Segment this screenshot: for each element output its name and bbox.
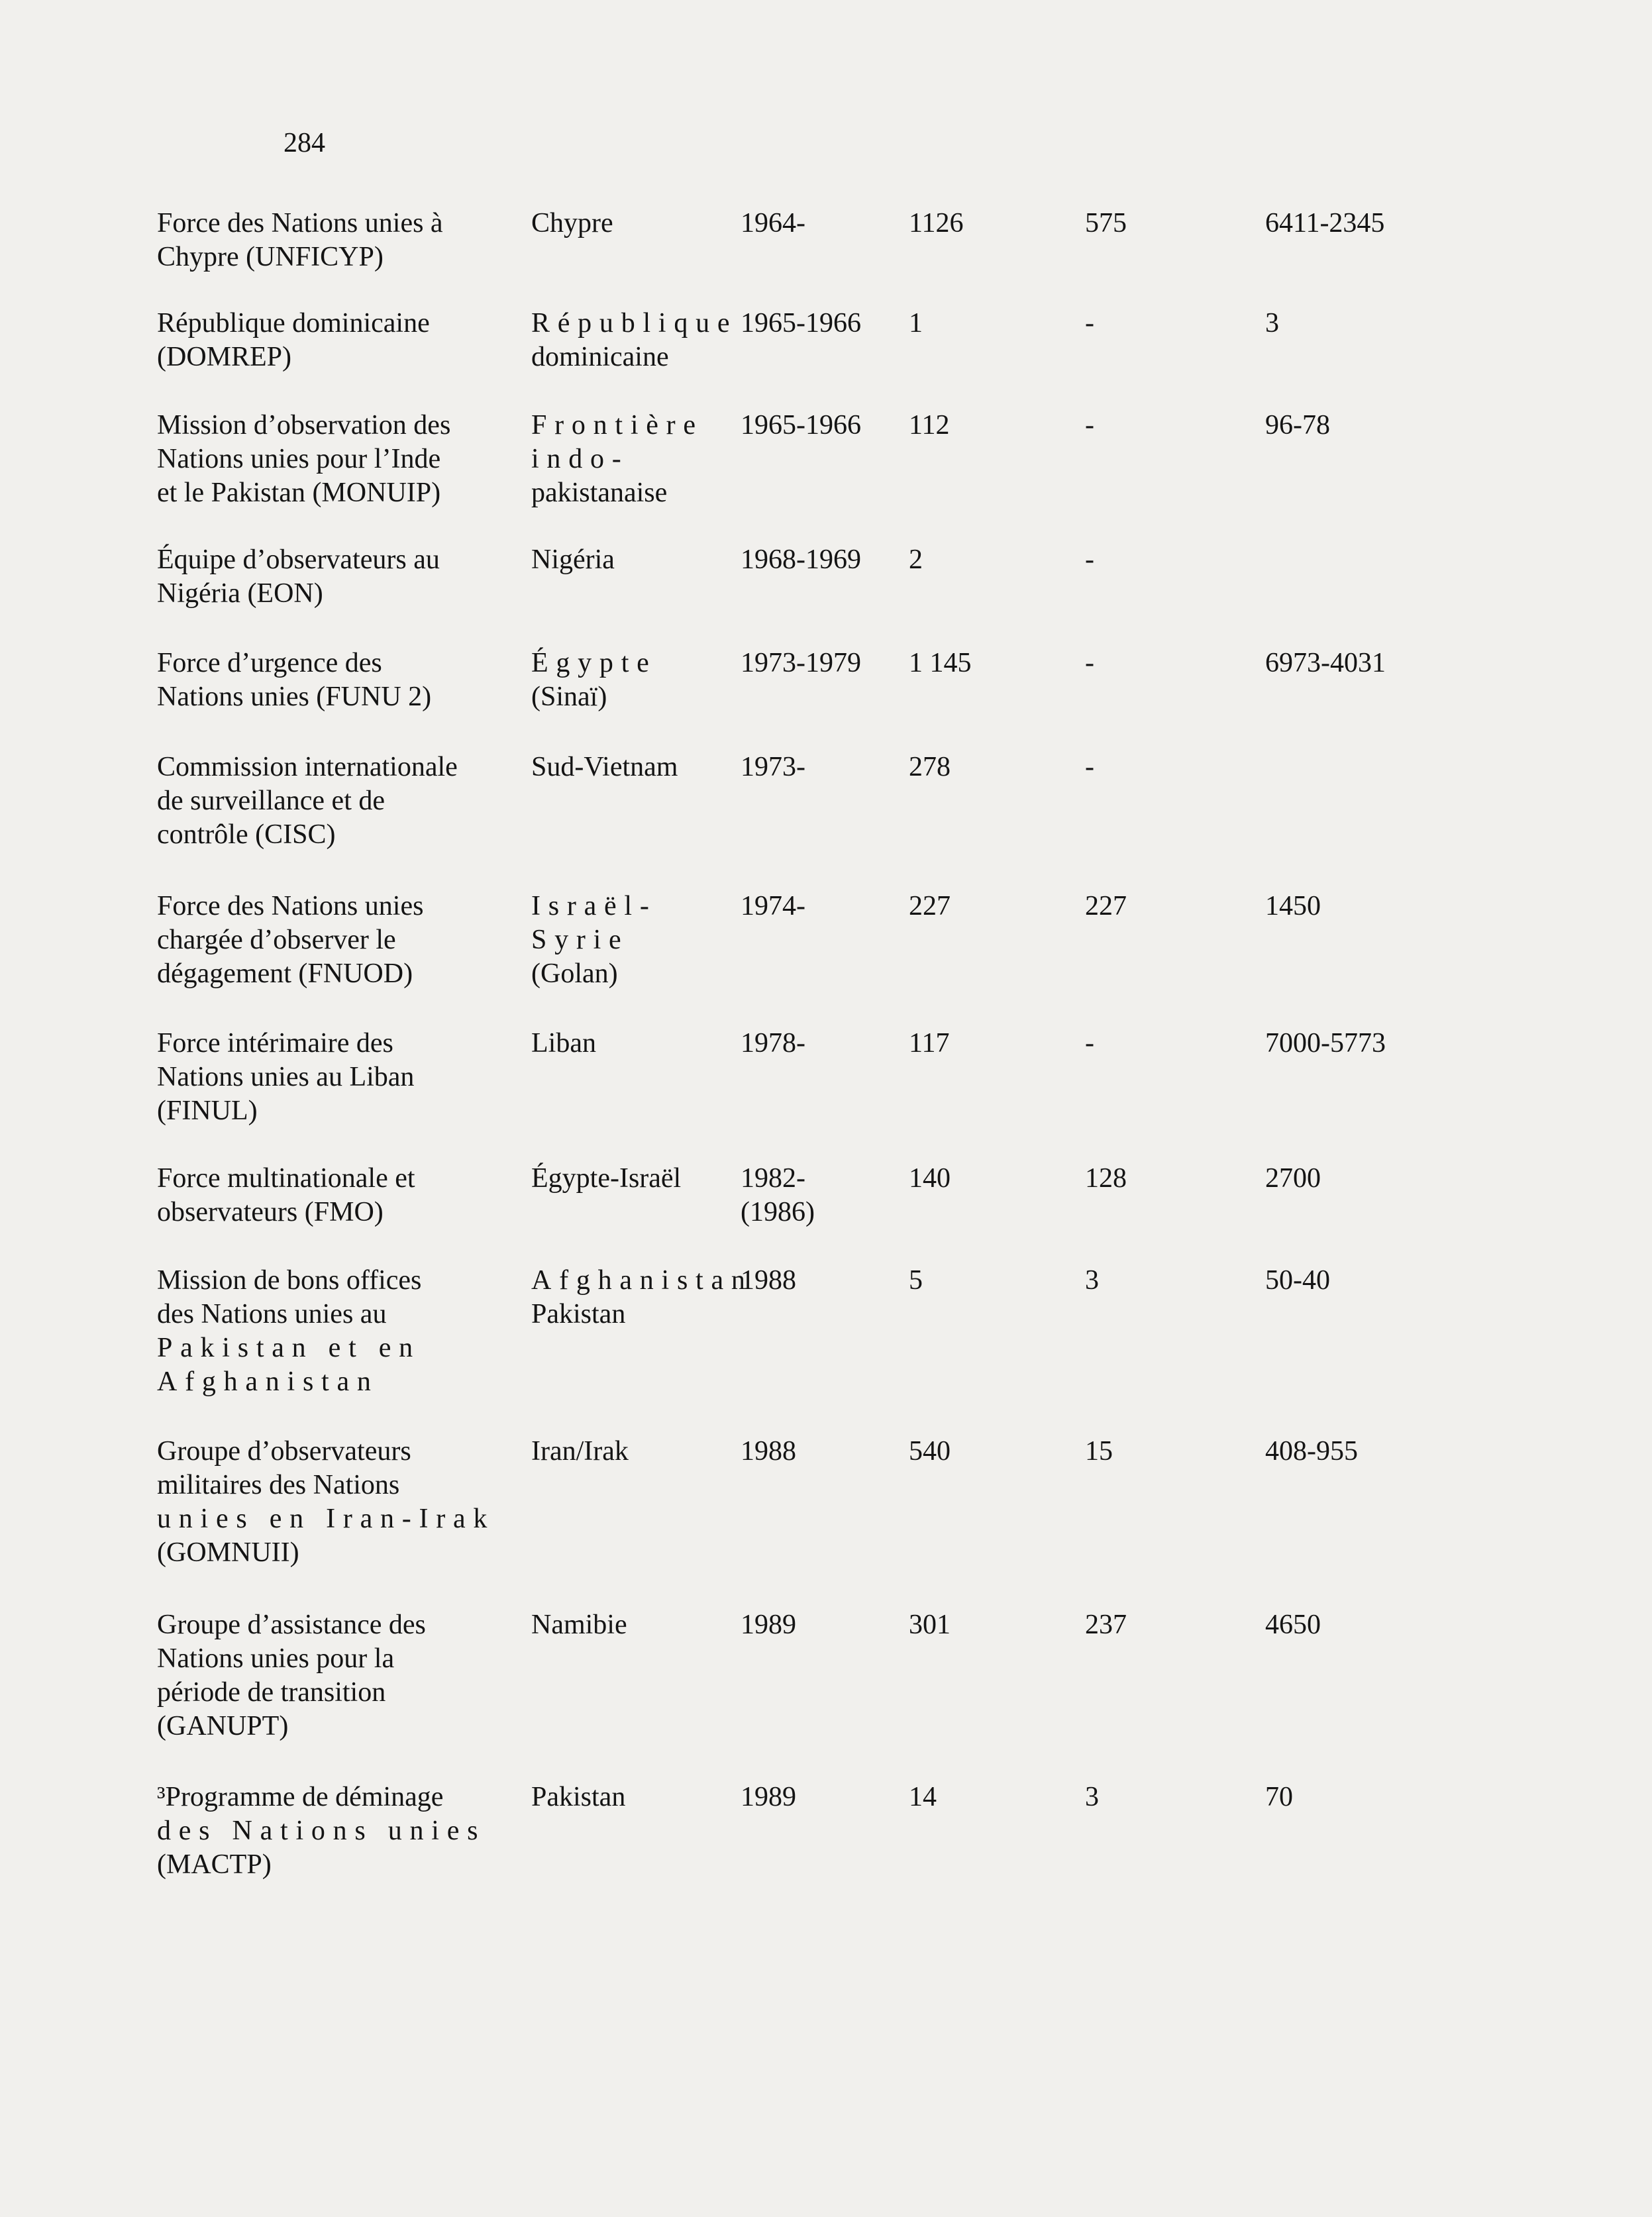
page-number: 284	[284, 128, 325, 158]
military-personnel: 140	[909, 1163, 951, 1194]
operation-location	[531, 1162, 717, 1196]
military-personnel: 112	[909, 410, 950, 440]
operation-name	[157, 543, 507, 611]
operation-name-line: (GOMNUII)	[157, 1537, 299, 1568]
operation-dates-line: (1986)	[741, 1197, 815, 1227]
operation-name-line: dégagement (FNUOD)	[157, 958, 413, 989]
operation-name	[157, 646, 507, 714]
operation-cost: 96-78	[1265, 410, 1330, 440]
operation-dates	[741, 1264, 873, 1298]
operation-location-line: pakistanaise	[531, 478, 668, 508]
operation-dates-line: 1973-1979	[741, 648, 861, 678]
canadian-personnel: 237	[1085, 1610, 1127, 1640]
canadian-personnel: 128	[1085, 1163, 1127, 1194]
operation-location	[531, 1435, 717, 1469]
canadian-personnel: -	[1085, 308, 1094, 338]
military-personnel: 301	[909, 1610, 951, 1640]
operation-name-line: période de transition	[157, 1677, 386, 1708]
operation-location-line: Frontière	[531, 410, 703, 440]
operation-name-line: de surveillance et de	[157, 786, 385, 816]
operation-name-line: Chypre (UNFICYP)	[157, 242, 384, 272]
operation-location	[531, 1608, 717, 1642]
military-personnel: 1126	[909, 208, 964, 238]
operation-dates-line: 1978-	[741, 1028, 805, 1058]
operation-location-line: indo-	[531, 444, 629, 474]
operation-name-line: unies en Iran-Irak	[157, 1504, 495, 1534]
operation-location	[531, 750, 717, 784]
operation-name-line: Groupe d’observateurs	[157, 1436, 411, 1467]
canadian-personnel: -	[1085, 544, 1094, 575]
operation-dates	[741, 1162, 873, 1229]
operation-dates	[741, 1608, 873, 1642]
operation-name-line: (GANUPT)	[157, 1711, 289, 1741]
operation-dates-line: 1965-1966	[741, 410, 861, 440]
military-personnel: 278	[909, 752, 951, 782]
operation-dates-line: 1989	[741, 1782, 796, 1812]
operation-location	[531, 1027, 717, 1060]
operation-name-line: (MACTP)	[157, 1849, 272, 1880]
operation-name-line: Nations unies pour l’Inde	[157, 444, 441, 474]
operation-cost: 6973-4031	[1265, 648, 1386, 678]
operation-name	[157, 750, 507, 852]
operation-name-line: contrôle (CISC)	[157, 819, 336, 850]
canadian-personnel: 3	[1085, 1782, 1099, 1812]
operation-name-line: des Nations unies au	[157, 1299, 387, 1329]
military-personnel: 540	[909, 1436, 951, 1467]
operation-name-line: Nations unies au Liban	[157, 1062, 415, 1092]
operation-name-line: (FINUL)	[157, 1096, 258, 1126]
operation-dates	[741, 409, 873, 442]
military-personnel: 1	[909, 308, 923, 338]
operation-name	[157, 1264, 507, 1399]
operation-location-line: (Golan)	[531, 958, 618, 989]
operation-name-line: Pakistan et en	[157, 1333, 421, 1363]
operation-name-line: Équipe d’observateurs au	[157, 544, 440, 575]
military-personnel: 2	[909, 544, 923, 575]
operation-name-line: militaires des Nations	[157, 1470, 400, 1500]
operation-name	[157, 1608, 507, 1743]
operation-cost: 70	[1265, 1782, 1293, 1812]
operation-name-line: Force des Nations unies	[157, 891, 424, 921]
operation-cost: 408-955	[1265, 1436, 1358, 1467]
military-personnel: 117	[909, 1028, 950, 1058]
operation-name	[157, 1435, 507, 1570]
operation-name-line: Force des Nations unies à	[157, 208, 443, 238]
operation-name	[157, 890, 507, 991]
operation-name-line: Afghanistan	[157, 1366, 379, 1397]
operation-location	[531, 543, 717, 577]
operation-dates-line: 1982-	[741, 1163, 805, 1194]
operation-cost: 1450	[1265, 891, 1321, 921]
canadian-personnel: 15	[1085, 1436, 1113, 1467]
military-personnel: 14	[909, 1782, 937, 1812]
operation-location-line: Afghanistan	[531, 1265, 753, 1296]
canadian-personnel: -	[1085, 1028, 1094, 1058]
operation-location	[531, 307, 738, 374]
operation-location-line: Liban	[531, 1028, 596, 1058]
operation-location-line: Chypre	[531, 208, 613, 238]
operation-location-line: République	[531, 308, 738, 338]
operation-name-line: République dominicaine	[157, 308, 430, 338]
operation-name-line: (DOMREP)	[157, 342, 292, 372]
operation-dates-line: 1974-	[741, 891, 805, 921]
operation-cost: 7000-5773	[1265, 1028, 1386, 1058]
canadian-personnel: -	[1085, 410, 1094, 440]
canadian-personnel: 575	[1085, 208, 1127, 238]
operation-name-line: Nations unies (FUNU 2)	[157, 682, 432, 712]
operation-location-line: Pakistan	[531, 1299, 626, 1329]
operation-name	[157, 1027, 507, 1128]
canadian-personnel: -	[1085, 648, 1094, 678]
operation-name	[157, 409, 507, 510]
operation-location-line: Égypte	[531, 648, 657, 678]
operation-dates-line: 1964-	[741, 208, 805, 238]
operation-location-line: dominicaine	[531, 342, 669, 372]
operation-name-line: Mission d’observation des	[157, 410, 451, 440]
operation-dates-line: 1965-1966	[741, 308, 861, 338]
operation-cost: 3	[1265, 308, 1279, 338]
operation-name-line: Nigéria (EON)	[157, 578, 323, 609]
operation-dates	[741, 890, 873, 923]
operation-name-line: Mission de bons offices	[157, 1265, 422, 1296]
operation-dates	[741, 207, 873, 240]
operation-dates	[741, 1027, 873, 1060]
operation-name-line: Force multinationale et	[157, 1163, 415, 1194]
operation-location-line: Namibie	[531, 1610, 627, 1640]
operation-cost: 6411-2345	[1265, 208, 1385, 238]
operation-location	[531, 1264, 753, 1331]
operation-location-line: Égypte-Israël	[531, 1163, 682, 1194]
operation-dates	[741, 646, 873, 680]
operation-dates	[741, 750, 873, 784]
operation-name-line: chargée d’observer le	[157, 925, 396, 955]
operation-location	[531, 646, 717, 714]
operation-cost: 50-40	[1265, 1265, 1330, 1296]
operation-dates-line: 1988	[741, 1436, 796, 1467]
operation-location-line: Nigéria	[531, 544, 615, 575]
operation-name-line: Commission internationale	[157, 752, 458, 782]
operation-name	[157, 207, 507, 274]
operation-name-line: observateurs (FMO)	[157, 1197, 384, 1227]
military-personnel: 227	[909, 891, 951, 921]
operation-location-line: Pakistan	[531, 1782, 626, 1812]
operation-dates-line: 1968-1969	[741, 544, 861, 575]
operation-dates	[741, 307, 873, 340]
operation-location-line: Sud-Vietnam	[531, 752, 678, 782]
operation-name	[157, 1162, 507, 1229]
operation-name-line: ³Programme de déminage	[157, 1782, 444, 1812]
military-personnel: 1 145	[909, 648, 972, 678]
operation-dates	[741, 1435, 873, 1469]
operation-location	[531, 207, 717, 240]
operation-cost: 2700	[1265, 1163, 1321, 1194]
operation-dates-line: 1988	[741, 1265, 796, 1296]
military-personnel: 5	[909, 1265, 923, 1296]
operation-dates-line: 1989	[741, 1610, 796, 1640]
canadian-personnel: -	[1085, 752, 1094, 782]
operation-name-line: Force d’urgence des	[157, 648, 382, 678]
canadian-personnel: 3	[1085, 1265, 1099, 1296]
operation-location	[531, 1780, 717, 1814]
operation-location	[531, 409, 717, 510]
operation-name-line: Groupe d’assistance des	[157, 1610, 426, 1640]
operation-location	[531, 890, 717, 991]
operation-dates	[741, 1780, 873, 1814]
operation-location-line: (Sinaï)	[531, 682, 607, 712]
operation-name	[157, 307, 507, 374]
operation-location-line: Israël-Syrie	[531, 891, 657, 955]
operation-name-line: Force intérimaire des	[157, 1028, 393, 1058]
operation-name-line: Nations unies pour la	[157, 1643, 395, 1674]
operation-name	[157, 1780, 507, 1882]
operation-dates	[741, 543, 873, 577]
operation-name-line: des Nations unies	[157, 1816, 486, 1846]
operation-cost: 4650	[1265, 1610, 1321, 1640]
operation-dates-line: 1973-	[741, 752, 805, 782]
canadian-personnel: 227	[1085, 891, 1127, 921]
operation-location-line: Iran/Irak	[531, 1436, 629, 1467]
operation-name-line: et le Pakistan (MONUIP)	[157, 478, 441, 508]
